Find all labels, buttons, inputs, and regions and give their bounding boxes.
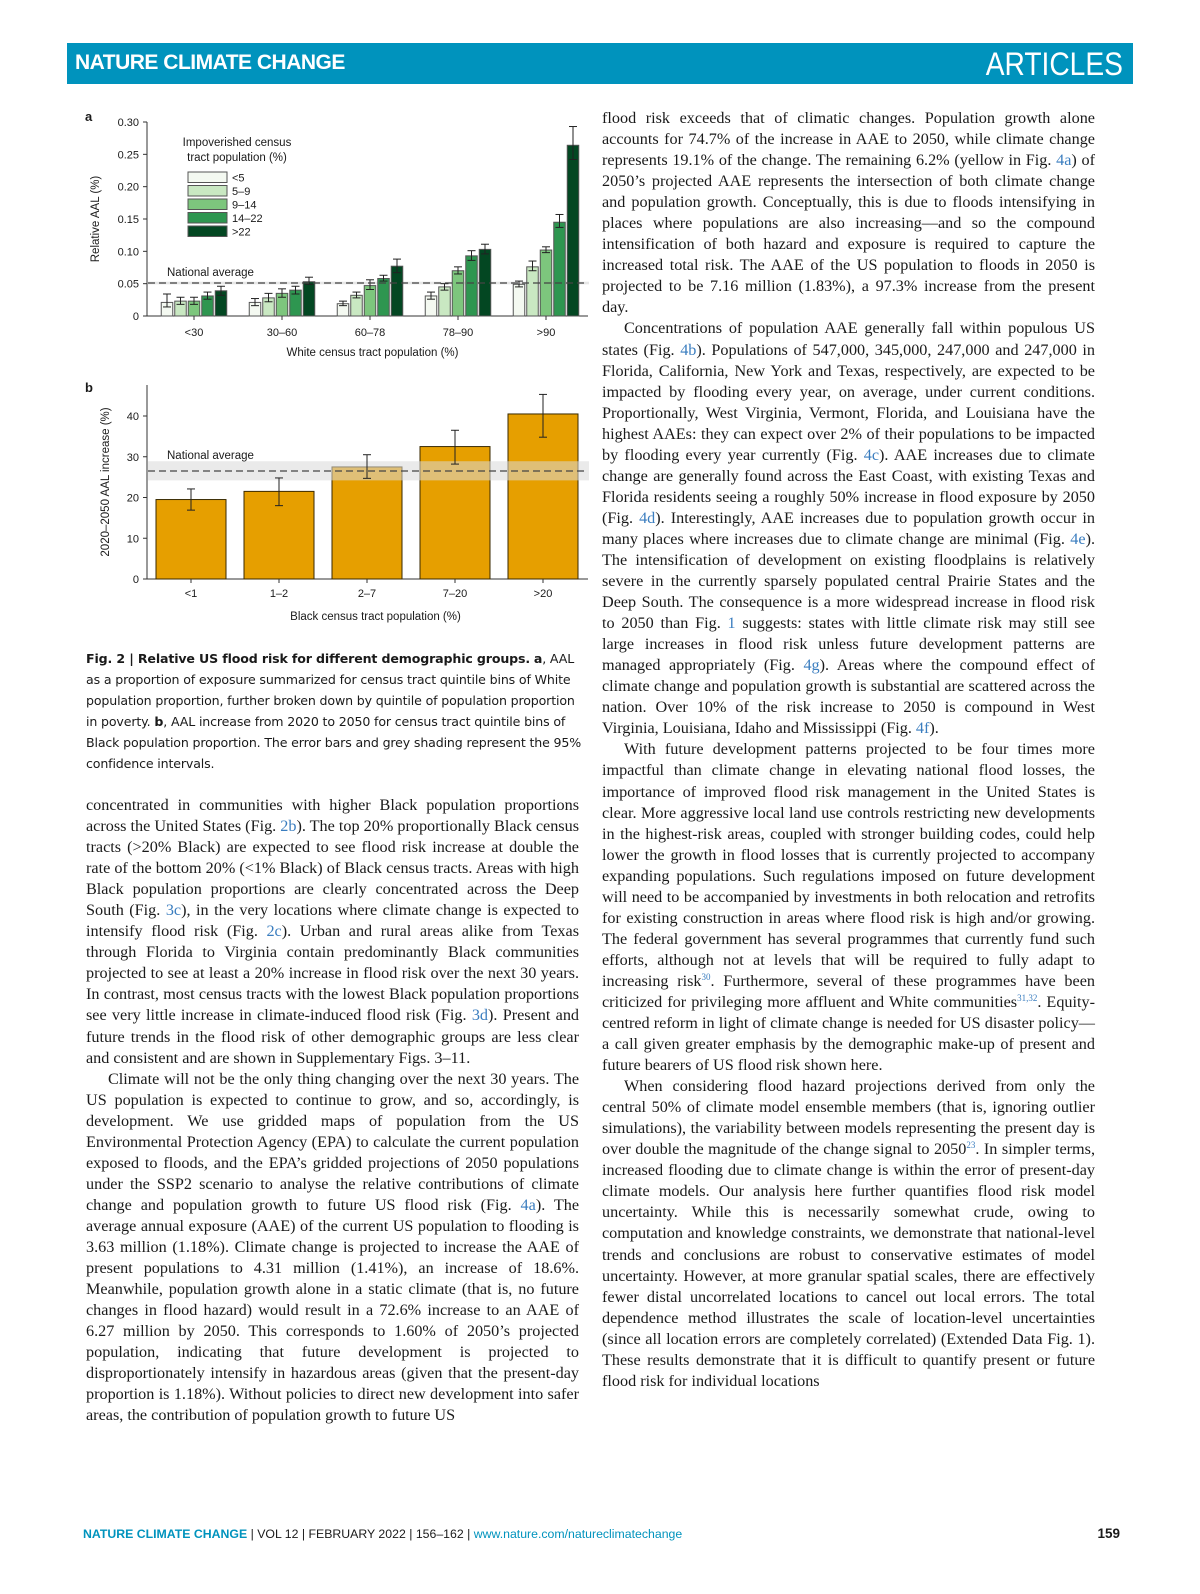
bar-a xyxy=(513,284,525,316)
text: ). The intensification of development on existing floodplains is relatively severe in the currently sparsely populated central Prairie States and the Deep South. The consequence is a more widespread increase in flood risk to 2050 than Fig. xyxy=(602,529,1095,633)
bar-a xyxy=(527,267,539,316)
y-tick-label: 0.05 xyxy=(117,278,139,291)
bar-a xyxy=(351,295,363,316)
x-tick-label: >90 xyxy=(536,327,556,339)
legend-swatch xyxy=(188,186,227,197)
caption-b-text: , AAL increase from 2020 to 2050 for census tract quintile bins of Black population proportion. The error bars and grey shading represent the 95% confidence intervals. xyxy=(86,714,582,771)
figure-2-svg xyxy=(80,105,590,635)
footer-journal: NATURE CLIMATE CHANGE xyxy=(83,1527,248,1541)
paragraph xyxy=(602,739,1095,1076)
bar-b xyxy=(508,414,578,579)
figure-ref-link[interactable]: 4a xyxy=(520,1195,536,1214)
caption-title: Fig. 2 | Relative US flood risk for different demographic groups. xyxy=(86,651,530,666)
text: Concentrations of population AAE generally fall within populous US states (Fig. xyxy=(602,319,1095,359)
figure-ref-link[interactable]: 4g xyxy=(803,656,820,675)
caption-a-text: , AAL as a proportion of exposure summarized for census tract quintile bins of White population proportion, further broken down by quintile of population proportion in poverty. xyxy=(86,651,575,729)
figure-2 xyxy=(80,105,590,635)
figure-ref-link[interactable]: 3c xyxy=(165,901,182,920)
legend-label: <5 xyxy=(232,172,245,185)
text: ), in the very locations where climate change is expected to intensify flood risk (Fig. xyxy=(86,901,579,941)
text: ). Populations of 547,000, 345,000, 247,000 and 247,000 in Florida, California, New York and Texas, respectively, are expected to be impacted by flooding every year, on average, under current conditions. Proportionally, West Virginia, Vermont, Florida, and Louisiana have the highest AAEs: they can expect over 2% of their populations to be impacted by flooding every year currently (Fig. xyxy=(602,340,1095,464)
body-column-right xyxy=(602,108,1095,1392)
y-axis-label-a: Relative AAL (%) xyxy=(90,175,102,263)
text: concentrated in communities with higher Black population proportions across the United States (Fig. xyxy=(86,796,579,836)
legend-swatch xyxy=(188,199,227,210)
text: With future development patterns projected to be four times more impactful than climate change in elevating national flood losses, the importance of improved flood risk management in the United States is clear. More aggressive local land use controls restricting new developments in the highest-risk areas, coupled with stronger building codes, could help lower the growth in flood losses that is currently projected to accompany expanding populations. Such regulations imposed on future development will need to be accompanied by investments in both relocation and retrofits for existing construction in areas where flood risk is high and/or growing. The federal government has several programmes that currently fund such efforts, although not at levels that will be required to fully adapt to increasing risk xyxy=(602,740,1095,990)
text: ). Interestingly, AAE increases due to population growth occur in many places where increases due to climate change are minimal (Fig. xyxy=(602,508,1095,548)
text: ). The average annual exposure (AAE) of the current US population to flooding is 3.63 million (1.18%). Climate change is projected to increase the AAE of present populations to 4.31 million (1.41%), an increase of 18.6%. Meanwhile, population growth alone in a static climate (that is, no future changes in flood hazard) would result in a 72.6% increase to an AAE of 6.27 million by 2050. This corresponds to 1.60% of 2050’s projected population, indicating that future development is projected to disproportionately intensify in hazardous areas (given that the present-day proportion is 1.18%). Without policies to direct new development into safer areas, the contribution of population growth to future US xyxy=(86,1195,580,1425)
figure-ref-link[interactable]: 2c xyxy=(266,922,282,941)
x-axis-label-a: White census tract population (%) xyxy=(286,347,459,359)
journal-header-bar xyxy=(67,43,1133,84)
bar-a xyxy=(303,282,315,316)
footer-date: FEBRUARY 2022 xyxy=(308,1527,406,1541)
text: ). Present and future trends in the flood risk of other demographic groups are less clear and consistent and are shown in Supplementary Figs. 3–11. xyxy=(86,1006,580,1067)
y-tick-label: 0.15 xyxy=(117,214,139,226)
paragraph xyxy=(602,108,1095,318)
body-column-left xyxy=(86,795,579,1426)
text: suggests: states with little climate risk may still see large increases in flood risk unless future development patterns are managed appropriately (Fig. xyxy=(602,614,1095,675)
text: When considering flood hazard projections derived from only the central 50% of climate model ensemble members (that is, ignoring outlier simulations), the variability between models representing the present day is over double the magnitude of the change signal to 2050 xyxy=(602,1077,1095,1159)
paragraph xyxy=(86,1069,579,1427)
y-tick-label: 0.10 xyxy=(117,246,139,259)
x-tick-label: 30–60 xyxy=(266,327,298,339)
footer-volume: VOL 12 xyxy=(257,1527,299,1541)
footer-journal-url[interactable]: www.nature.com/natureclimatechange xyxy=(473,1527,683,1541)
x-tick-label: 1–2 xyxy=(269,588,289,600)
figure-ref-link[interactable]: 4b xyxy=(680,340,697,359)
footer-pages: 156–162 xyxy=(415,1527,464,1541)
figure-ref-link[interactable]: 2b xyxy=(280,817,297,836)
text: ). xyxy=(929,719,939,738)
text: ). AAE increases due to climate change are generally found across the East Coast, with existing Texas and Florida residents seeing a roughly 50% increase in flood exposure by 2050 (Fig. xyxy=(602,445,1095,527)
figure-ref-link[interactable]: 4c xyxy=(863,445,880,464)
bar-a xyxy=(378,278,390,316)
figure-ref-link[interactable]: 1 xyxy=(727,614,736,633)
legend-label: >22 xyxy=(232,226,251,239)
y-tick-label: 40 xyxy=(126,411,139,423)
legend-label: 14–22 xyxy=(232,213,263,225)
page-footer xyxy=(83,1527,682,1541)
x-tick-label: 2–7 xyxy=(357,588,377,600)
citation-link[interactable]: 31,32 xyxy=(1017,992,1038,1003)
figure-ref-link[interactable]: 4d xyxy=(639,508,656,527)
paragraph xyxy=(602,1076,1095,1392)
text: . Furthermore, several of these programmes have been criticized for privileging more affluent and White communities xyxy=(602,971,1095,1011)
legend-swatch xyxy=(188,226,227,237)
bar-a xyxy=(567,145,579,316)
x-tick-label: 60–78 xyxy=(354,327,386,339)
figure-ref-link[interactable]: 4f xyxy=(915,719,930,738)
legend-title-line1: Impoverished census xyxy=(182,137,292,149)
figure-ref-link[interactable]: 3d xyxy=(471,1006,489,1025)
x-axis-label-b: Black census tract population (%) xyxy=(290,611,461,623)
bar-b xyxy=(156,500,226,579)
y-tick-label: 20 xyxy=(126,492,139,505)
legend-label: 5–9 xyxy=(232,186,251,198)
panel-a-label: a xyxy=(85,109,93,124)
journal-name: NATURE CLIMATE CHANGE xyxy=(75,51,345,74)
bar-a xyxy=(364,286,376,316)
x-tick-label: 7–20 xyxy=(442,588,468,600)
y-tick-label: 0 xyxy=(132,311,139,323)
legend-title-line2: tract population (%) xyxy=(187,152,287,164)
x-tick-label: <1 xyxy=(184,588,198,600)
text: . Equity-centred reform in light of climate change is needed for US disaster policy—a call given greater emphasis by the demographic make-up of present and future bearers of US flood risk shown here. xyxy=(602,992,1095,1075)
separator: | xyxy=(247,1527,258,1541)
figure-ref-link[interactable]: 4a xyxy=(1056,151,1072,170)
text: ). Urban and rural areas alike from Texas through Florida to Virginia contain predominantly Black communities projected to see at least a 20% increase in flood risk over the next 30 years. In contrast, most census tracts with the lowest Black population proportions see very little increase in climate-induced flood risk (Fig. xyxy=(86,922,579,1025)
y-axis-label-b: 2020–2050 AAL increase (%) xyxy=(100,407,112,557)
y-tick-label: 30 xyxy=(126,451,139,464)
separator: | xyxy=(298,1527,309,1541)
y-tick-label: 10 xyxy=(126,533,139,546)
figure-ref-link[interactable]: 4e xyxy=(1070,529,1086,548)
bar-a xyxy=(452,271,464,316)
x-tick-label: <30 xyxy=(184,327,204,339)
caption-b-label: b xyxy=(154,714,164,729)
separator: | xyxy=(463,1527,474,1541)
separator: | xyxy=(405,1527,416,1541)
caption-a-label: a xyxy=(533,651,543,666)
legend-label: 9–14 xyxy=(232,199,257,212)
citation-link[interactable]: 30 xyxy=(701,971,711,982)
figure-caption xyxy=(86,648,586,774)
panel-b-label: b xyxy=(85,380,93,395)
page-number: 159 xyxy=(1097,1526,1120,1541)
text: flood risk exceeds that of climatic changes. Population growth alone accounts for 74.7% of the increase in AAE to 2050, while climate change represents 19.1% of the change. The remaining 6.2% (yellow in Fig. xyxy=(602,109,1095,170)
legend-swatch xyxy=(188,172,227,183)
legend-swatch xyxy=(188,213,227,224)
x-tick-label: 78–90 xyxy=(442,327,474,339)
x-tick-label: >20 xyxy=(533,588,553,600)
paragraph xyxy=(602,318,1095,739)
y-tick-label: 0.20 xyxy=(117,181,139,194)
bar-a xyxy=(439,287,451,316)
y-tick-label: 0.30 xyxy=(117,117,139,129)
bar-b xyxy=(332,467,402,579)
y-tick-label: 0 xyxy=(132,574,139,586)
text: ). The top 20% proportionally Black census tracts (>20% Black) are expected to see flood risk increase at double the rate of the bottom 20% (<1% Black) of Black census tracts. Areas with high Black population proportions are clearly concentrated across the Deep South (Fig. xyxy=(86,817,580,920)
bar-a xyxy=(554,222,566,316)
text: ). Areas where the compound effect of climate change and population growth is substantial are scattered across the nation. Over 10% of the risk increase to 2050 is compound in West Virginia, Louisiana, Idaho and Mississippi (Fig. xyxy=(602,656,1095,738)
section-name: ARTICLES xyxy=(985,46,1123,82)
text: Climate will not be the only thing changing over the next 30 years. The US population is expected to continue to grow, and so, accordingly, is development. We use gridded maps of population from the US Environmental Protection Agency (EPA) to calculate the current population exposed to floods, and the EPA’s gridded projections of 2050 populations under the SSP2 scenario to analyse the relative contributions of climate change and population growth to future US flood risk (Fig. xyxy=(86,1069,579,1214)
bar-a xyxy=(391,266,403,316)
national-average-label-b: National average xyxy=(167,450,254,463)
y-tick-label: 0.25 xyxy=(117,149,139,162)
bar-a xyxy=(466,256,478,316)
national-average-label-a: National average xyxy=(167,267,254,280)
paragraph xyxy=(86,795,579,1069)
text: ) of 2050’s projected AAE represents the intersection of both climate change and population growth. Conceptually, this is due to floods intensifying in places where populations are also increasing—and so the compound intensification of both hazard and exposure is required to capture the increased total risk. The AAE of the US population to floods in 2050 is projected to be 7.16 million (1.83%), a 97.3% increase from the present day. xyxy=(602,151,1095,317)
text: . In simpler terms, increased flooding due to climate change is within the error of present-day climate models. Our analysis here further quantifies flood risk model uncertainty. While this is necessarily somewhat crude, owing to computation and knowledge constraints, we demonstrate that national-level trends and conclusions are robust to conservative estimates of model uncertainty. However, at more granular spatial scales, there are effectively fewer distal uncorrelated locations to cancel out local errors. The total dependence method illustrates the scale of location-level uncertainties (since all location errors are completely correlated) (Extended Data Fig. 1). These results demonstrate that it is difficult to quantify present or future flood risk for individual locations xyxy=(602,1140,1095,1390)
citation-link[interactable]: 23 xyxy=(966,1140,976,1151)
